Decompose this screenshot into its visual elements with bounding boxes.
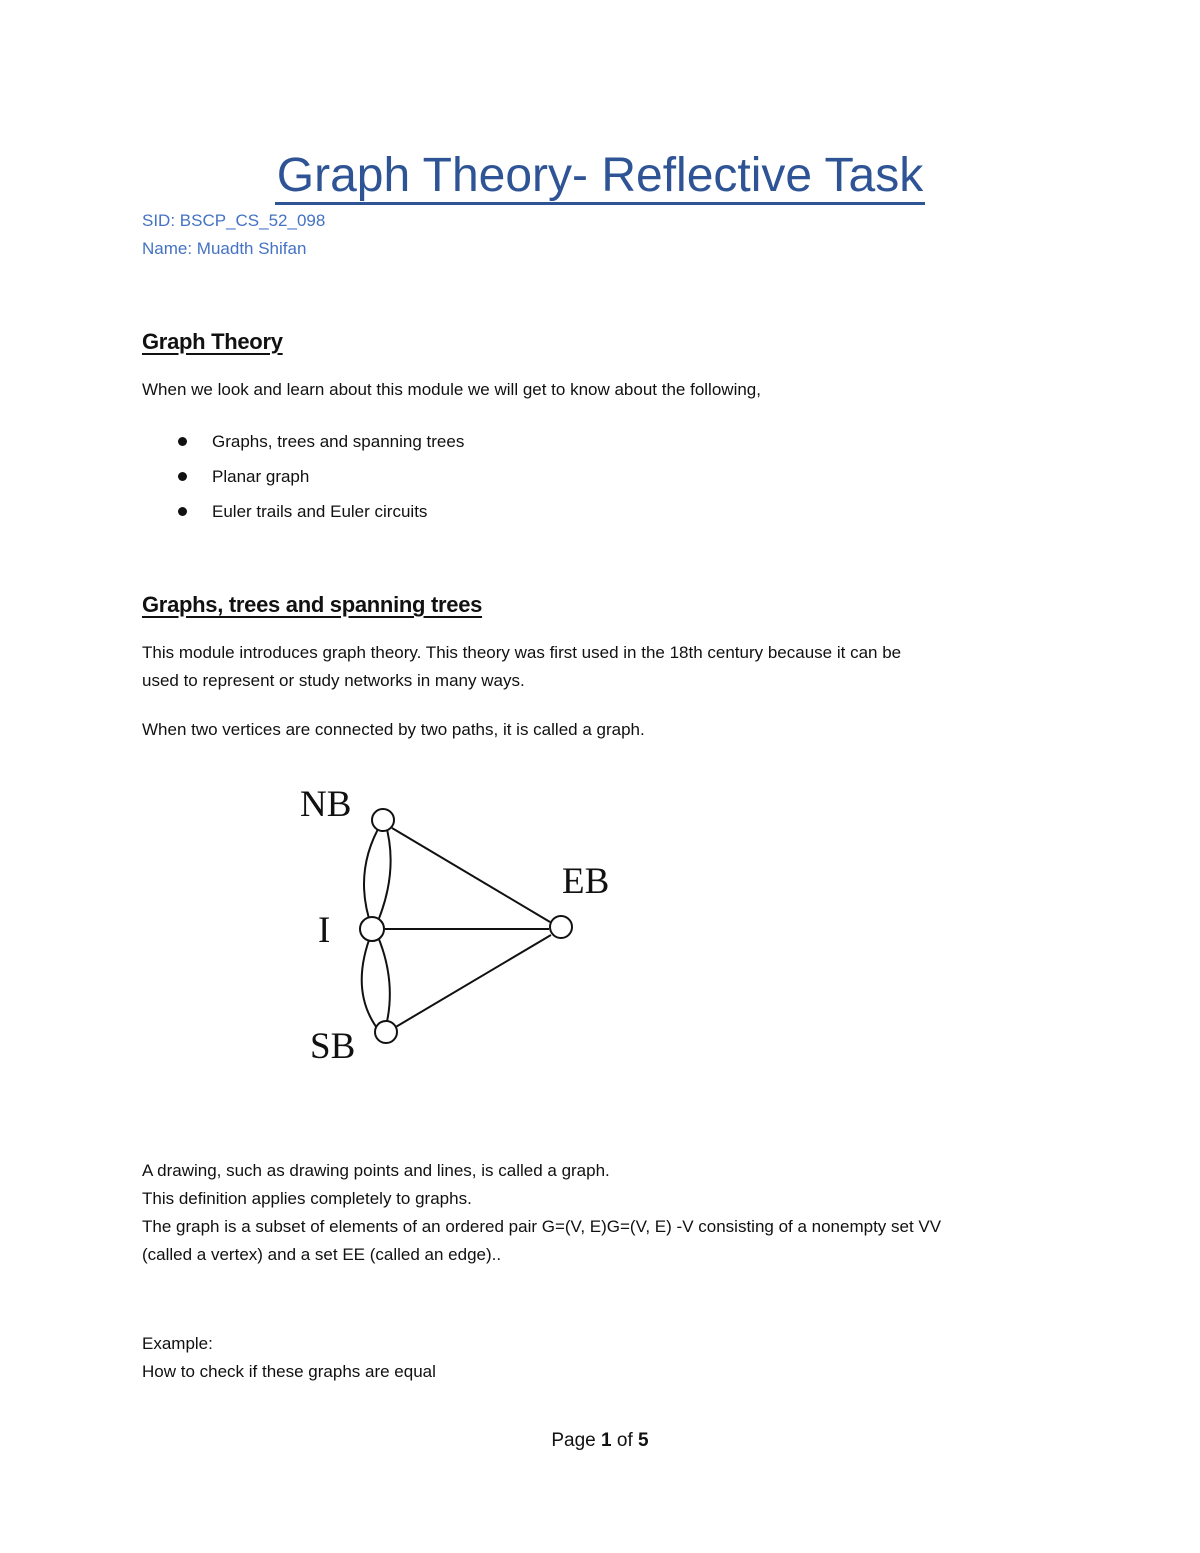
footer-page-word: Page xyxy=(551,1430,596,1451)
paragraph-line: (called a vertex) and a set EE (called an edge).. xyxy=(142,1245,502,1264)
label-eb: EB xyxy=(562,861,610,902)
list-item-text: Graphs, trees and spanning trees xyxy=(212,432,465,451)
vertex-sb xyxy=(375,1021,397,1043)
example-label: Example: xyxy=(142,1334,213,1353)
topic-list xyxy=(172,428,464,533)
list-item xyxy=(172,463,464,498)
vertex-i xyxy=(360,917,384,941)
footer-page-number: 1 xyxy=(601,1430,612,1451)
label-sb: SB xyxy=(310,1026,356,1067)
document-title-text: Graph Theory- Reflective Task xyxy=(275,149,926,205)
footer-of-word: of xyxy=(616,1430,633,1451)
bullet-icon xyxy=(178,472,187,481)
heading-graphs-trees: Graphs, trees and spanning trees xyxy=(142,592,483,617)
bullet-icon xyxy=(178,507,187,516)
label-nb: NB xyxy=(300,784,352,825)
list-item-text: Euler trails and Euler circuits xyxy=(212,502,428,521)
edge-nb-eb xyxy=(392,828,550,922)
paragraph-line: This definition applies completely to graphs. xyxy=(142,1189,472,1208)
paragraph-line: The graph is a subset of elements of an ordered pair G=(V, E)G=(V, E) -V consisting of a nonempty set VV xyxy=(142,1217,942,1236)
heading-graph-theory: Graph Theory xyxy=(142,329,283,354)
page-footer xyxy=(0,1430,1200,1452)
vertex-eb xyxy=(550,916,572,938)
paragraph-line: When two vertices are connected by two paths, it is called a graph. xyxy=(142,720,645,739)
paragraph-line: This module introduces graph theory. This theory was first used in the 18th century because it can be xyxy=(142,643,902,662)
bullet-icon xyxy=(178,437,187,446)
student-name: Name: Muadth Shifan xyxy=(142,239,307,258)
example-text: How to check if these graphs are equal xyxy=(142,1362,436,1381)
list-item xyxy=(172,498,464,533)
vertex-nb xyxy=(372,809,394,831)
document-title xyxy=(0,148,1200,204)
edge-i-sb-right xyxy=(376,932,390,1030)
paragraph-line: A drawing, such as drawing points and lines, is called a graph. xyxy=(142,1161,610,1180)
list-item-text: Planar graph xyxy=(212,467,310,486)
edge-nb-i-right xyxy=(375,822,391,928)
edge-i-sb-left xyxy=(362,932,380,1032)
konigsberg-graph-figure xyxy=(290,772,630,1072)
footer-total-pages: 5 xyxy=(638,1430,649,1451)
list-item xyxy=(172,428,464,463)
edge-sb-eb xyxy=(394,935,551,1028)
edge-nb-i-left xyxy=(364,822,382,928)
paragraph-line: used to represent or study networks in many ways. xyxy=(142,671,525,690)
student-id: SID: BSCP_CS_52_098 xyxy=(142,211,326,230)
intro-paragraph: When we look and learn about this module we will get to know about the following, xyxy=(142,380,761,399)
label-i: I xyxy=(318,910,331,951)
